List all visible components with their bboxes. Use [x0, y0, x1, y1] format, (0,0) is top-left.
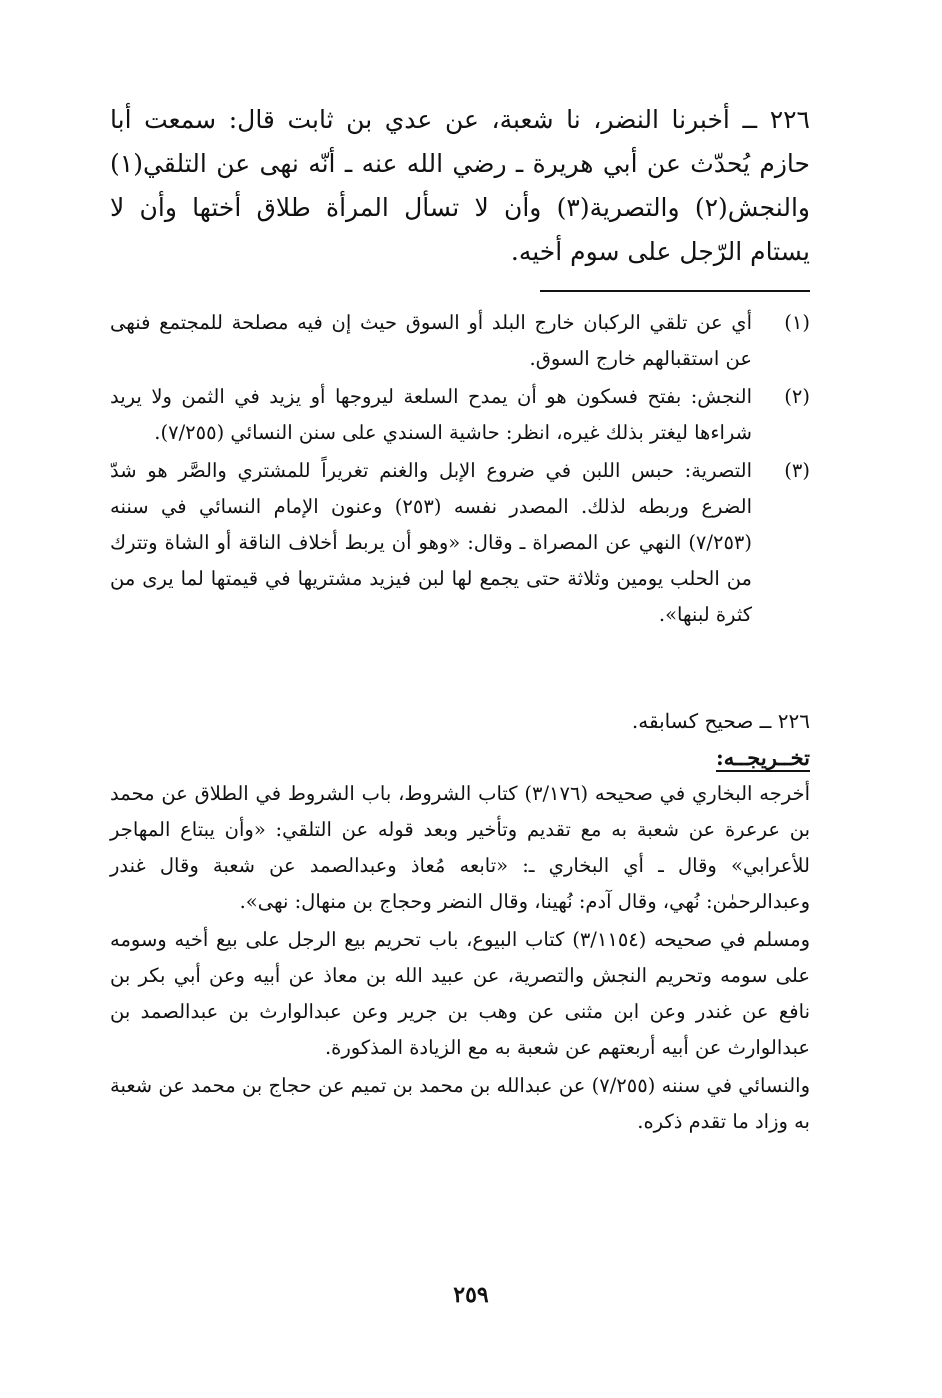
takhrij-heading: تخــريجــه:: [715, 745, 810, 770]
footnote-number: (٢): [784, 385, 810, 408]
takhrij-body: [110, 776, 810, 1142]
footnote-number: (١): [784, 311, 810, 334]
footnotes: [110, 305, 810, 635]
footnote-text: التصرية: حبس اللبن في ضروع الإبل والغنم تغريراً للمشتري والصَّر هو شدّ الضرع وربطه لذلك. المصدر نفسه (٢٥٣) وعنون الإمام النسائي في سننه (٧/٢٥٣) النهي عن المصراة ـ وقال: «وهو أن يربط أخلاف الناقة أو الشاة وتترك من الحلب يومين وثلاثة حتى يجمع لها لبن فيزيد مشتريها في قيمتها لما يرى من كثرة لبنها».: [110, 459, 752, 626]
hadith-text: ٢٢٦ ــ أخبرنا النضر، نا شعبة، عن عدي بن ثابت قال: سمعت أبا حازم يُحدّث عن أبي هريرة ـ رضي الله عنه ـ أنّه نهى عن التلقي(١) والنجش(٢) والتصرية(٣) وأن لا تسأل المرأة طلاق أختها وأن لا يستام الرّجل على سوم أخيه.: [110, 105, 810, 266]
footnote-1: [110, 305, 810, 377]
footnote-separator: [540, 290, 810, 292]
footnote-number: (٣): [784, 459, 810, 482]
footnote-text: أي عن تلقي الركبان خارج البلد أو السوق حيث إن فيه مصلحة للمجتمع فنهى عن استقبالهم خارج السوق.: [110, 311, 752, 370]
hadith-grade: ٢٢٦ ــ صحيح كسابقه.: [631, 709, 810, 733]
page-number: ٢٥٩: [453, 1282, 489, 1308]
takhrij-paragraph: أخرجه البخاري في صحيحه (٣/١٧٦) كتاب الشروط، باب الشروط في الطلاق عن محمد بن عرعرة عن شعبة به مع تقديم وتأخير وبعد قوله عن التلقي: «وأن يبتاع المهاجر للأعرابي» وقال ـ أي البخاري ـ: «تابعه مُعاذ وعبدالصمد عن شعبة وقال غندر وعبدالرحمٰن: نُهي، وقال آدم: نُهينا، وقال النضر وحجاج بن منهال: نهى».: [110, 782, 810, 913]
footnote-2: [110, 379, 810, 451]
footnote-text: النجش: بفتح فسكون هو أن يمدح السلعة ليروجها أو يزيد في الثمن ولا يريد شراءها ليغتر بذلك غيره، انظر: حاشية السندي على سنن النسائي (٧/٢٥٥).: [110, 385, 752, 444]
footnote-3: [110, 453, 810, 633]
takhrij-paragraph: ومسلم في صحيحه (٣/١١٥٤) كتاب البيوع، باب تحريم بيع الرجل على بيع أخيه وسومه على سومه وتحريم النجش والتصرية، عن عبيد الله بن معاذ عن أبيه وعن أبي بكر بن نافع عن غندر وعن ابن مثنى عن وهب بن جرير وعن عبدالوارث بن عبدالصمد بن عبدالوارث عن أبيه أربعتهم عن شعبة به مع الزيادة المذكورة.: [110, 928, 810, 1059]
takhrij-paragraph: والنسائي في سننه (٧/٢٥٥) عن عبدالله بن محمد بن تميم عن حجاج بن محمد عن شعبة به وزاد ما تقدم ذكره.: [110, 1074, 810, 1133]
